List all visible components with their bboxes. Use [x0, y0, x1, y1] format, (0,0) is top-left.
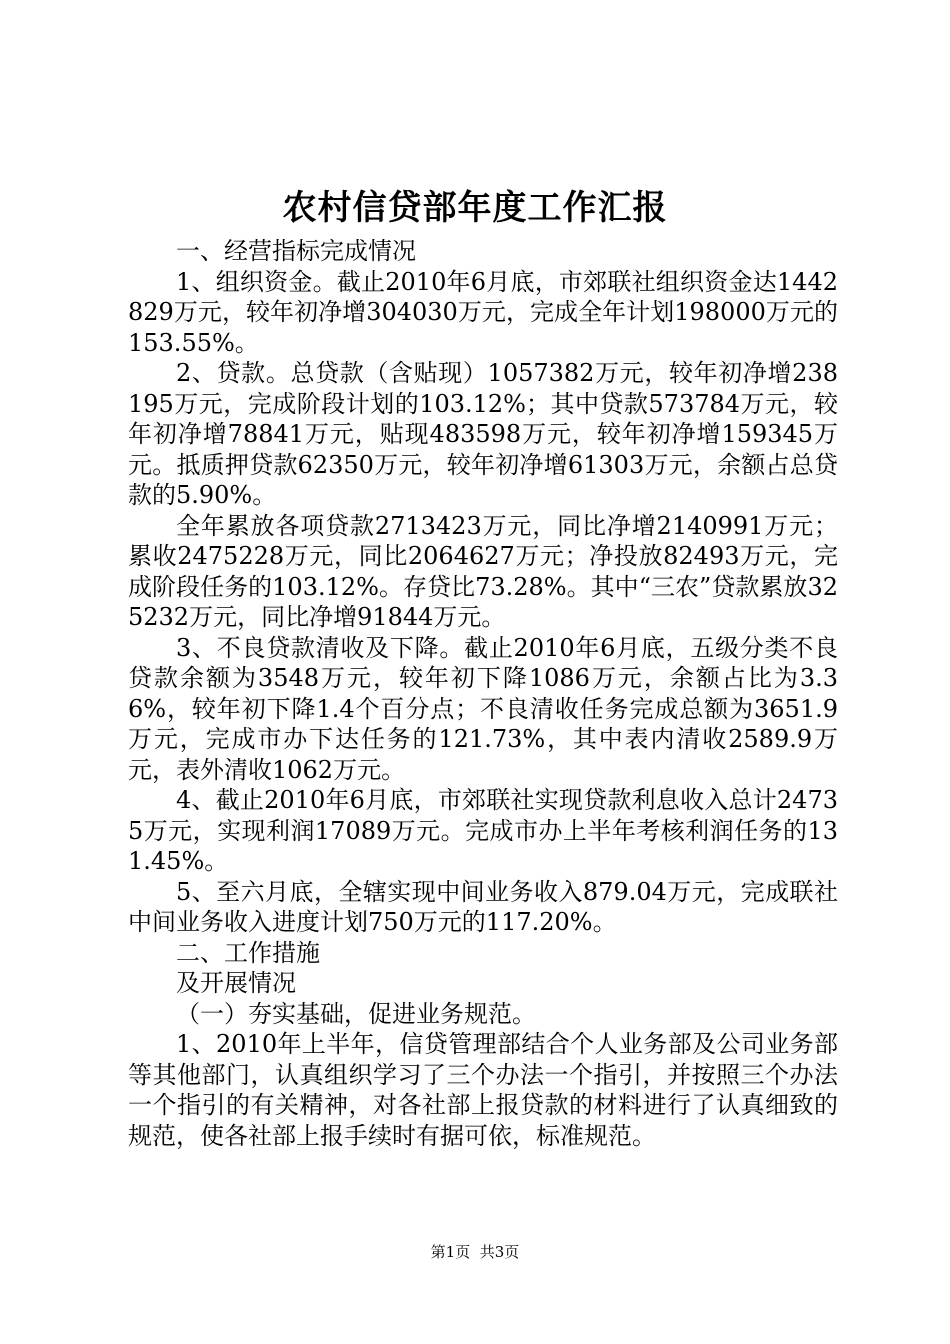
- paragraph-intermediate-business: 5、至六月底，全辖实现中间业务收入879.04万元，完成联社中间业务收入进度计划750万元的117.20%。: [128, 877, 838, 936]
- document-title: 农村信贷部年度工作汇报: [282, 188, 668, 228]
- paragraph-annual-loans: 全年累放各项贷款2713423万元，同比净增2140991万元；累收2475228万元，同比2064627万元；净投放82493万元，完成阶段任务的103.12%。存贷比73.28%。其中“三农”贷款累放325232万元，同比净增91844万元。: [128, 511, 838, 631]
- paragraph-standardization: 1、2010年上半年，信贷管理部结合个人业务部及公司业务部等其他部门，认真组织学习了三个办法一个指引，并按照三个办法一个指引的有关精神，对各社部上报贷款的材料进行了认真细致的规范，使各社部上报手续时有据可依，标准规范。: [128, 1030, 838, 1150]
- section-heading-1: 一、经营指标完成情况: [176, 237, 416, 265]
- page-total: 共3页: [479, 1243, 520, 1261]
- document-body: [128, 236, 838, 1151]
- page-number: 第1页: [430, 1243, 471, 1261]
- section-heading-2-continued: 及开展情况: [176, 969, 296, 997]
- section-heading-2: 二、工作措施: [176, 938, 320, 967]
- subsection-heading-1: （一）夯实基础，促进业务规范。: [176, 999, 536, 1028]
- paragraph-bad-loans: 3、不良贷款清收及下降。截止2010年6月底，五级分类不良贷款余额为3548万元，较年初下降1086万元，余额占比为3.36%，较年初下降1.4个百分点；不良清收任务完成总额为3651.9万元，完成市办下达任务的121.73%，其中表内清收2589.9万元，表外清收1062万元。: [128, 633, 838, 784]
- page-footer: [0, 1242, 950, 1262]
- paragraph-loans: 2、贷款。总贷款（含贴现）1057382万元，较年初净增238195万元，完成阶段计划的103.12%；其中贷款573784万元，较年初净增78841万元，贴现483598万元，较年初净增159345万元。抵质押贷款62350万元，较年初净增61303万元，余额占总贷款的5.90%。: [128, 359, 838, 509]
- paragraph-funds: 1、组织资金。截止2010年6月底，市郊联社组织资金达1442829万元，较年初净增304030万元，完成全年计划198000万元的153.55%。: [128, 267, 838, 357]
- paragraph-profit: 4、截止2010年6月底，市郊联社实现贷款利息收入总计24735万元，实现利润17089万元。完成市办上半年考核利润任务的131.45%。: [128, 786, 838, 875]
